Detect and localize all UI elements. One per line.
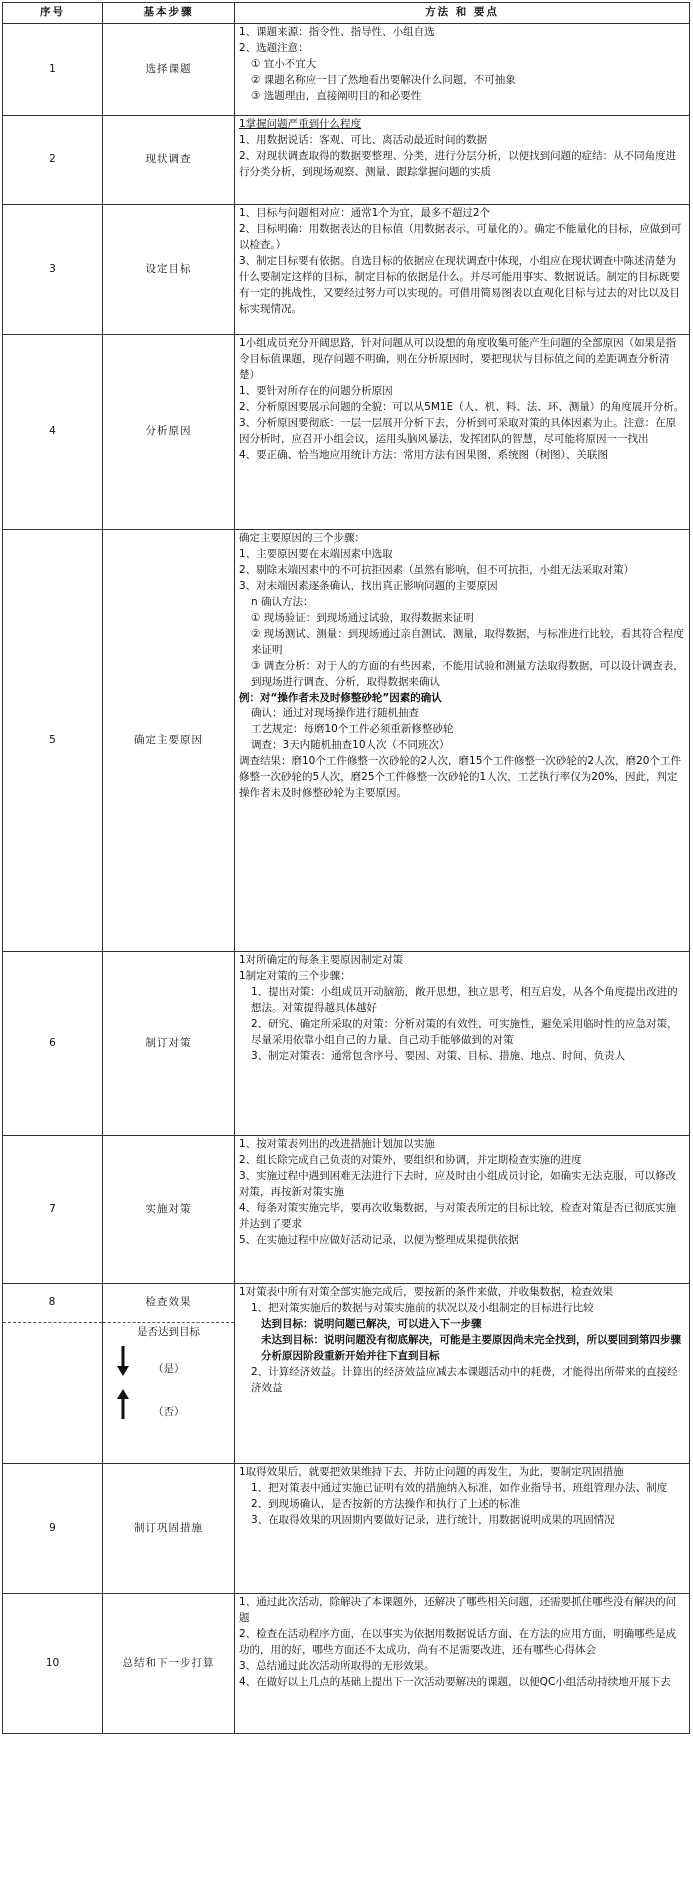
decision-flow (103, 1325, 234, 1427)
step-name: 检查效果 (103, 1284, 234, 1323)
row-number: 7 (3, 1136, 103, 1284)
method-line: 达到目标：说明问题已解决，可以进入下一步骤 (261, 1317, 482, 1330)
method-line: 4、在做好以上几点的基础上提出下一次活动要解决的课题，以便QC小组活动持续地开展下去 (239, 1675, 671, 1688)
row-number: 4 (3, 335, 103, 530)
step-name: 制订巩固措施 (103, 1464, 235, 1594)
method-line: 2、研究、确定所采取的对策：分析对策的有效性，可实施性，避免采用临时性的应急对策，尽量采用依靠小组自己的力量、自己动手能够做到的对策 (251, 1017, 678, 1046)
method-line: n 确认方法： (251, 595, 314, 608)
method-line: 2、选题注意： (239, 41, 309, 54)
method-line: 3、对末端因素逐条确认，找出真正影响问题的主要原因 (239, 579, 498, 592)
method-line: 调查：3天内随机抽查10人次（不同班次） (251, 739, 450, 752)
method-line: ② 现场测试、测量：到现场通过亲自测试、测量，取得数据，与标准进行比较，看其符合程度来证明 (251, 627, 684, 656)
step-name: 确定主要原因 (103, 530, 235, 952)
table-row (3, 530, 690, 952)
table-row (3, 1136, 690, 1284)
method-cell (235, 1284, 690, 1464)
method-line: 3、实施过程中遇到困难无法进行下去时，应及时由小组成员讨论，如确实无法克服，可以修改对策，再按新对策实施 (239, 1169, 677, 1198)
method-line: 1、按对策表列出的改进措施计划加以实施 (239, 1138, 435, 1150)
table-row (3, 335, 690, 530)
table-row (3, 1594, 690, 1734)
method-line: 1、把对策实施后的数据与对策实施前的状况以及小组制定的目标进行比较 (251, 1301, 594, 1314)
table-row (3, 1464, 690, 1594)
row-number: 5 (3, 530, 103, 952)
step-name: 制订对策 (103, 952, 235, 1136)
table-row (3, 952, 690, 1136)
arrow-down-icon (117, 1346, 129, 1376)
method-line: 调查结果：磨10个工件修整一次砂轮的2人次，磨15个工件修整一次砂轮的2人次，磨20个工件修整一次砂轮的5人次，磨25个工件修整一次砂轮的1人次，工艺执行率仅为20%，因此，判定操作者未及时修整砂轮为主要原因。 (239, 755, 681, 800)
method-line: 工艺规定：每磨10个工件必须重新修整砂轮 (251, 723, 454, 736)
method-cell (235, 952, 690, 1136)
no-label: （否） (153, 1405, 185, 1418)
table-row (3, 24, 690, 116)
row-number: 8 (3, 1284, 102, 1323)
method-line: 1、通过此次活动，除解决了本课题外，还解决了哪些相关问题，还需要抓住哪些没有解决的问题 (239, 1596, 677, 1624)
header-step: 基本步骤 (103, 3, 235, 24)
method-line: 2、检查在活动程序方面，在以事实为依据用数据说话方面、在方法的应用方面，明确哪些是成功的，用的好，哪些方面还不太成功，尚有不足需要改进，还有哪些心得体会 (239, 1627, 677, 1656)
method-line: 3、制定对策表：通常包含序号、要因、对策、目标、措施、地点、时间、负责人 (251, 1049, 626, 1062)
method-cell (235, 530, 690, 952)
no-branch (103, 1381, 234, 1427)
method-line: 1掌握问题严重到什么程度 (239, 118, 362, 130)
method-line: 1对策表中所有对策全部实施完成后，要按新的条件来做，并收集数据，检查效果 (239, 1286, 614, 1298)
method-line: 4、要正确、恰当地应用统计方法：常用方法有因果图、系统图（树图）、关联图 (239, 448, 608, 461)
method-line: 3、分析原因要彻底：一层一层展开分析下去，分析到可采取对策的具体因素为止。注意：在原因分析时，应召开小组会议，运用头脑风暴法，发挥团队的智慧，尽可能将原因一一找出 (239, 416, 677, 445)
method-cell (235, 1464, 690, 1594)
method-line: 3、总结通过此次活动所取得的无形效果。 (239, 1659, 435, 1672)
method-line: 1、把对策表中通过实施已证明有效的措施纳入标准，如作业指导书、班组管理办法、制度 (251, 1481, 668, 1494)
yes-label: （是） (153, 1362, 185, 1375)
method-line: 3、制定目标要有依据。自选目标的依据应在现状调查中体现，小组应在现状调查中陈述清楚为什么要制定这样的目标，制定目标的依据是什么。并尽可能用事实、数据说话。制定的目标既要有一定的挑战性，又要经过努力可以实现的。可借用简易图表以直观化目标与过去的对比以及目标实现情况。 (239, 254, 680, 315)
method-cell (235, 1136, 690, 1284)
method-line: 1、主要原因要在末端因素中选取 (239, 547, 393, 560)
method-line: 2、到现场确认，是否按新的方法操作和执行了上述的标准 (251, 1497, 521, 1510)
step-name: 选择课题 (103, 24, 235, 116)
table-row (3, 116, 690, 205)
qc-steps-table (2, 2, 690, 1734)
method-line: 1、课题来源：指令性、指导性、小组自选 (239, 26, 435, 38)
header-method: 方法 和 要点 (235, 3, 690, 24)
method-line: 确认：通过对现场操作进行随机抽查 (251, 707, 419, 720)
method-line: 2、目标明确：用数据表达的目标值（用数据表示，可量化的）。确定不能量化的目标，应做到可以检查。） (239, 222, 682, 251)
row-number: 3 (3, 205, 103, 335)
method-line: 1、目标与问题相对应：通常1个为宜，最多不超过2个 (239, 207, 491, 219)
method-line: 2、对现状调查取得的数据要整理、分类，进行分层分析，以便找到问题的症结：从不同角度进行分类分析，到现场观察、测量、跟踪掌握问题的实质 (239, 149, 677, 178)
method-line: 1取得效果后，就要把效果维持下去，并防止问题的再发生，为此，要制定巩固措施 (239, 1466, 624, 1478)
decision-label: 是否达到目标 (137, 1326, 200, 1338)
method-line: 确定主要原因的三个步骤： (239, 532, 365, 544)
method-line: 1、要针对所存在的问题分析原因 (239, 384, 393, 397)
method-cell (235, 1594, 690, 1734)
method-line: 1、用数据说话：客观、可比、离活动最近时间的数据 (239, 133, 488, 146)
method-line: 2、剔除末端因素中的不可抗拒因素（虽然有影响，但不可抗拒，小组无法采取对策） (239, 563, 635, 576)
step-name: 分析原因 (103, 335, 235, 530)
row-number: 10 (3, 1594, 103, 1734)
method-line: ③ 选题理由，直接阐明目的和必要性 (251, 89, 422, 102)
yes-branch (103, 1341, 234, 1381)
method-line: 2、组长除完成自己负责的对策外，要组织和协调，并定期检查实施的进度 (239, 1153, 582, 1166)
step-name: 设定目标 (103, 205, 235, 335)
method-cell (235, 335, 690, 530)
method-line: 1小组成员充分开阔思路，针对问题从可以设想的角度收集可能产生问题的全部原因（如果是指令目标值课题，现存问题不明确，则在分析原因时，要把现状与目标值之间的差距调查分析清楚） (239, 337, 677, 381)
method-cell (235, 205, 690, 335)
arrow-up-icon (117, 1389, 129, 1419)
row-number: 2 (3, 116, 103, 205)
method-cell (235, 116, 690, 205)
step-name: 现状调查 (103, 116, 235, 205)
method-cell (235, 24, 690, 116)
table-header-row (3, 3, 690, 24)
method-line: 未达到目标：说明问题没有彻底解决，可能是主要原因尚未完全找到，所以要回到第四步骤分析原因阶段重新开始并往下直到目标 (261, 1333, 681, 1362)
method-line: ① 现场验证：到现场通过试验，取得数据来证明 (251, 611, 474, 624)
row-number: 1 (3, 24, 103, 116)
method-line: 2、分析原因要展示问题的全貌：可以从5M1E（人、机、料、法、环、测量）的角度展开分析。 (239, 400, 685, 413)
method-line: ③ 调查分析：对于人的方面的有些因素，不能用试验和测量方法取得数据，可以设计调查表，到现场进行调查、分析，取得数据来确认 (251, 659, 684, 688)
method-line: 1、提出对策：小组成员开动脑筋，敞开思想，独立思考，相互启发，从各个角度提出改进的想法。对策提得越具体越好 (251, 985, 678, 1014)
table-row (3, 205, 690, 335)
method-line: 1制定对策的三个步骤： (239, 969, 351, 982)
row-number-cell (3, 1284, 103, 1464)
method-line: 3、在取得效果的巩固期内要做好记录，进行统计，用数据说明成果的巩固情况 (251, 1513, 615, 1526)
method-line: ② 课题名称应一目了然地看出要解决什么问题，不可抽象 (251, 73, 516, 86)
header-no: 序号 (3, 3, 103, 24)
method-line: ① 宜小不宜大 (251, 57, 317, 70)
method-line: 1对所确定的每条主要原因制定对策 (239, 954, 404, 966)
method-line: 4、每条对策实施完毕，要再次收集数据，与对策表所定的目标比较，检查对策是否已彻底实施并达到了要求 (239, 1201, 677, 1230)
step-name: 实施对策 (103, 1136, 235, 1284)
method-line: 例：对“操作者未及时修整砂轮”因素的确认 (239, 691, 442, 704)
row-number: 9 (3, 1464, 103, 1594)
method-line: 5、在实施过程中应做好活动记录，以便为整理成果提供依据 (239, 1233, 519, 1246)
method-line: 2、计算经济效益。计算出的经济效益应减去本课题活动中的耗费，才能得出所带来的直接经济效益 (251, 1365, 678, 1394)
step-name: 总结和下一步打算 (103, 1594, 235, 1734)
row-number: 6 (3, 952, 103, 1136)
